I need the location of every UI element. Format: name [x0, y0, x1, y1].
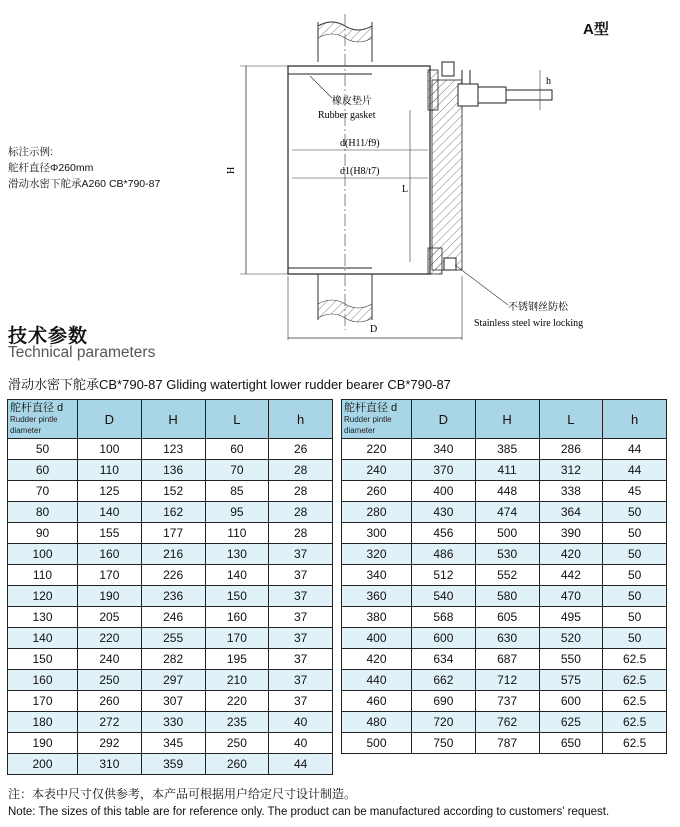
cell-H: 246 — [141, 607, 205, 628]
cell-H: 580 — [475, 586, 539, 607]
cell-D: 260 — [78, 691, 142, 712]
table-row — [342, 502, 667, 523]
table-row — [8, 502, 333, 523]
cell-H: 385 — [475, 439, 539, 460]
header-d-en: Rudder pintle diameter — [344, 414, 392, 435]
cell-L: 338 — [539, 481, 603, 502]
cell-L: 600 — [539, 691, 603, 712]
cell-H: 630 — [475, 628, 539, 649]
cell-L: 390 — [539, 523, 603, 544]
table-header-row — [8, 400, 333, 439]
table-row — [342, 670, 667, 691]
cell-H: 552 — [475, 565, 539, 586]
cell-H: 787 — [475, 733, 539, 754]
cell-H: 345 — [141, 733, 205, 754]
cell-D: 662 — [412, 670, 476, 691]
cell-h: 37 — [269, 565, 333, 586]
cell-L: 85 — [205, 481, 269, 502]
table-row — [342, 628, 667, 649]
cell-h: 37 — [269, 649, 333, 670]
dim-h-label: h — [546, 76, 551, 87]
table-row — [8, 523, 333, 544]
cell-D: 456 — [412, 523, 476, 544]
cell-L: 160 — [205, 607, 269, 628]
cell-D: 110 — [78, 460, 142, 481]
table-row — [342, 607, 667, 628]
cell-D: 170 — [78, 565, 142, 586]
cell-L: 312 — [539, 460, 603, 481]
cell-L: 520 — [539, 628, 603, 649]
cell-L: 210 — [205, 670, 269, 691]
cell-d: 140 — [8, 628, 78, 649]
rubber-gasket-cn: 橡皮垫片 — [332, 96, 372, 107]
cell-H: 330 — [141, 712, 205, 733]
table-row — [8, 733, 333, 754]
cell-d: 420 — [342, 649, 412, 670]
cell-L: 650 — [539, 733, 603, 754]
cell-D: 430 — [412, 502, 476, 523]
example-title: 标注示例: — [8, 146, 53, 158]
cell-L: 442 — [539, 565, 603, 586]
header-d — [8, 400, 78, 439]
cell-D: 155 — [78, 523, 142, 544]
cell-L: 195 — [205, 649, 269, 670]
cell-d: 70 — [8, 481, 78, 502]
cell-h: 62.5 — [603, 691, 667, 712]
table-row — [8, 544, 333, 565]
cell-d: 320 — [342, 544, 412, 565]
header-d-en: Rudder pintle diameter — [10, 414, 58, 435]
cell-D: 292 — [78, 733, 142, 754]
cell-h: 62.5 — [603, 670, 667, 691]
cell-D: 272 — [78, 712, 142, 733]
cell-L: 170 — [205, 628, 269, 649]
cell-h: 50 — [603, 628, 667, 649]
cell-L: 364 — [539, 502, 603, 523]
cell-L: 495 — [539, 607, 603, 628]
table-row — [8, 649, 333, 670]
cell-h: 28 — [269, 502, 333, 523]
cell-H: 530 — [475, 544, 539, 565]
dim-L-label: L — [402, 184, 409, 195]
header-L: L — [539, 400, 603, 439]
header-L: L — [205, 400, 269, 439]
cell-h: 50 — [603, 565, 667, 586]
example-line-1: 舵杆直径Φ260mm — [8, 162, 94, 174]
cell-h: 50 — [603, 607, 667, 628]
cell-d: 220 — [342, 439, 412, 460]
cell-d: 480 — [342, 712, 412, 733]
cell-d: 150 — [8, 649, 78, 670]
header-d — [342, 400, 412, 439]
cell-d: 440 — [342, 670, 412, 691]
drawing-type-label: A型 — [583, 21, 609, 38]
cell-H: 123 — [141, 439, 205, 460]
cell-D: 568 — [412, 607, 476, 628]
cell-L: 220 — [205, 691, 269, 712]
cell-d: 170 — [8, 691, 78, 712]
dim-d-label: d(H11/f9) — [340, 138, 380, 149]
cell-D: 100 — [78, 439, 142, 460]
cell-D: 125 — [78, 481, 142, 502]
cell-d: 180 — [8, 712, 78, 733]
cell-D: 400 — [412, 481, 476, 502]
cell-D: 600 — [412, 628, 476, 649]
cell-H: 152 — [141, 481, 205, 502]
header-h: h — [603, 400, 667, 439]
table-row — [342, 649, 667, 670]
cell-H: 162 — [141, 502, 205, 523]
cell-d: 460 — [342, 691, 412, 712]
cell-H: 687 — [475, 649, 539, 670]
table-row — [8, 670, 333, 691]
cell-D: 340 — [412, 439, 476, 460]
cell-d: 240 — [342, 460, 412, 481]
cell-L: 575 — [539, 670, 603, 691]
cell-L: 110 — [205, 523, 269, 544]
cell-L: 420 — [539, 544, 603, 565]
cell-L: 60 — [205, 439, 269, 460]
cell-d: 360 — [342, 586, 412, 607]
cell-h: 28 — [269, 481, 333, 502]
cell-d: 340 — [342, 565, 412, 586]
rubber-gasket-en: Rubber gasket — [318, 110, 376, 121]
cell-d: 300 — [342, 523, 412, 544]
cell-H: 282 — [141, 649, 205, 670]
table-row — [8, 754, 333, 775]
table-row — [342, 481, 667, 502]
cell-h: 37 — [269, 607, 333, 628]
cell-d: 110 — [8, 565, 78, 586]
cell-L: 250 — [205, 733, 269, 754]
technical-drawing — [0, 0, 680, 340]
cell-h: 45 — [603, 481, 667, 502]
cell-h: 62.5 — [603, 649, 667, 670]
note-cn: 注：本表中尺寸仅供参考，本产品可根据用户给定尺寸设计制造。 — [8, 787, 357, 801]
cell-d: 130 — [8, 607, 78, 628]
cell-D: 190 — [78, 586, 142, 607]
cell-d: 60 — [8, 460, 78, 481]
cell-D: 512 — [412, 565, 476, 586]
cell-H: 411 — [475, 460, 539, 481]
cell-d: 200 — [8, 754, 78, 775]
table-row — [8, 565, 333, 586]
cell-d: 280 — [342, 502, 412, 523]
table-row — [342, 544, 667, 565]
cell-h: 37 — [269, 544, 333, 565]
dim-H-label: H — [226, 166, 237, 174]
cell-H: 236 — [141, 586, 205, 607]
cell-H: 136 — [141, 460, 205, 481]
cell-H: 216 — [141, 544, 205, 565]
table-row — [342, 565, 667, 586]
header-d-cn: 舵杆直径 d — [10, 401, 64, 414]
cell-h: 28 — [269, 523, 333, 544]
cell-H: 605 — [475, 607, 539, 628]
cell-d: 120 — [8, 586, 78, 607]
table-row — [8, 628, 333, 649]
table-row — [8, 712, 333, 733]
table-title: 滑动水密下舵承CB*790-87 Gliding watertight lower rudder bearer CB*790-87 — [8, 377, 451, 392]
cell-D: 220 — [78, 628, 142, 649]
table-row — [342, 691, 667, 712]
cell-H: 500 — [475, 523, 539, 544]
cell-H: 737 — [475, 691, 539, 712]
header-D: D — [412, 400, 476, 439]
cell-H: 712 — [475, 670, 539, 691]
header-d-cn: 舵杆直径 d — [344, 401, 398, 414]
cell-h: 62.5 — [603, 712, 667, 733]
cell-h: 50 — [603, 502, 667, 523]
cell-D: 205 — [78, 607, 142, 628]
cell-H: 307 — [141, 691, 205, 712]
cell-D: 690 — [412, 691, 476, 712]
table-row — [342, 460, 667, 481]
cell-h: 40 — [269, 733, 333, 754]
cell-L: 70 — [205, 460, 269, 481]
table-row — [8, 439, 333, 460]
table-row — [8, 691, 333, 712]
cell-D: 240 — [78, 649, 142, 670]
cell-D: 250 — [78, 670, 142, 691]
cell-h: 44 — [603, 460, 667, 481]
header-D: D — [78, 400, 142, 439]
cell-H: 448 — [475, 481, 539, 502]
cell-L: 150 — [205, 586, 269, 607]
cell-L: 130 — [205, 544, 269, 565]
cell-D: 310 — [78, 754, 142, 775]
wire-locking-en: Stainless steel wire locking — [474, 318, 584, 329]
cell-D: 160 — [78, 544, 142, 565]
table-row — [8, 607, 333, 628]
cell-D: 140 — [78, 502, 142, 523]
table-row — [8, 460, 333, 481]
cell-H: 297 — [141, 670, 205, 691]
table-row — [342, 586, 667, 607]
cell-d: 90 — [8, 523, 78, 544]
cell-D: 370 — [412, 460, 476, 481]
cell-D: 750 — [412, 733, 476, 754]
cell-h: 37 — [269, 586, 333, 607]
section-title-en: Technical parameters — [8, 344, 156, 361]
cell-L: 95 — [205, 502, 269, 523]
cell-D: 486 — [412, 544, 476, 565]
cell-L: 550 — [539, 649, 603, 670]
cell-d: 260 — [342, 481, 412, 502]
cell-h: 50 — [603, 544, 667, 565]
cell-h: 26 — [269, 439, 333, 460]
cell-d: 80 — [8, 502, 78, 523]
cell-H: 762 — [475, 712, 539, 733]
table-row — [8, 481, 333, 502]
cell-L: 260 — [205, 754, 269, 775]
table-row — [342, 523, 667, 544]
cell-h: 50 — [603, 523, 667, 544]
table-row — [342, 733, 667, 754]
cell-d: 380 — [342, 607, 412, 628]
params-table-right — [341, 399, 667, 754]
table-row — [8, 586, 333, 607]
cell-H: 226 — [141, 565, 205, 586]
cell-L: 470 — [539, 586, 603, 607]
cell-h: 37 — [269, 628, 333, 649]
table-row — [342, 439, 667, 460]
cell-h: 28 — [269, 460, 333, 481]
table-row — [342, 712, 667, 733]
cell-h: 44 — [269, 754, 333, 775]
table-header-row — [342, 400, 667, 439]
wire-locking-cn: 不锈钢丝防松 — [508, 302, 568, 313]
cell-d: 400 — [342, 628, 412, 649]
cell-h: 37 — [269, 691, 333, 712]
header-H: H — [141, 400, 205, 439]
dim-d1-label: d1(H8/t7) — [340, 166, 380, 177]
cell-d: 100 — [8, 544, 78, 565]
cell-d: 50 — [8, 439, 78, 460]
cell-h: 44 — [603, 439, 667, 460]
cell-h: 50 — [603, 586, 667, 607]
example-line-2: 滑动水密下舵承A260 CB*790-87 — [8, 178, 161, 190]
cell-H: 255 — [141, 628, 205, 649]
cell-H: 359 — [141, 754, 205, 775]
cell-D: 540 — [412, 586, 476, 607]
header-H: H — [475, 400, 539, 439]
note-en: Note: The sizes of this table are for reference only. The product can be manufactured according to customers' request. — [8, 806, 610, 818]
cell-h: 62.5 — [603, 733, 667, 754]
cell-L: 625 — [539, 712, 603, 733]
header-h: h — [269, 400, 333, 439]
cell-h: 40 — [269, 712, 333, 733]
cell-L: 235 — [205, 712, 269, 733]
cell-H: 177 — [141, 523, 205, 544]
cell-h: 37 — [269, 670, 333, 691]
dim-D-label: D — [370, 324, 378, 335]
cell-D: 634 — [412, 649, 476, 670]
cell-L: 286 — [539, 439, 603, 460]
cell-d: 190 — [8, 733, 78, 754]
cell-D: 720 — [412, 712, 476, 733]
params-table-left — [7, 399, 333, 775]
section-title-cn: 技术参数 — [8, 326, 89, 347]
cell-H: 474 — [475, 502, 539, 523]
cell-d: 500 — [342, 733, 412, 754]
cell-d: 160 — [8, 670, 78, 691]
cell-L: 140 — [205, 565, 269, 586]
